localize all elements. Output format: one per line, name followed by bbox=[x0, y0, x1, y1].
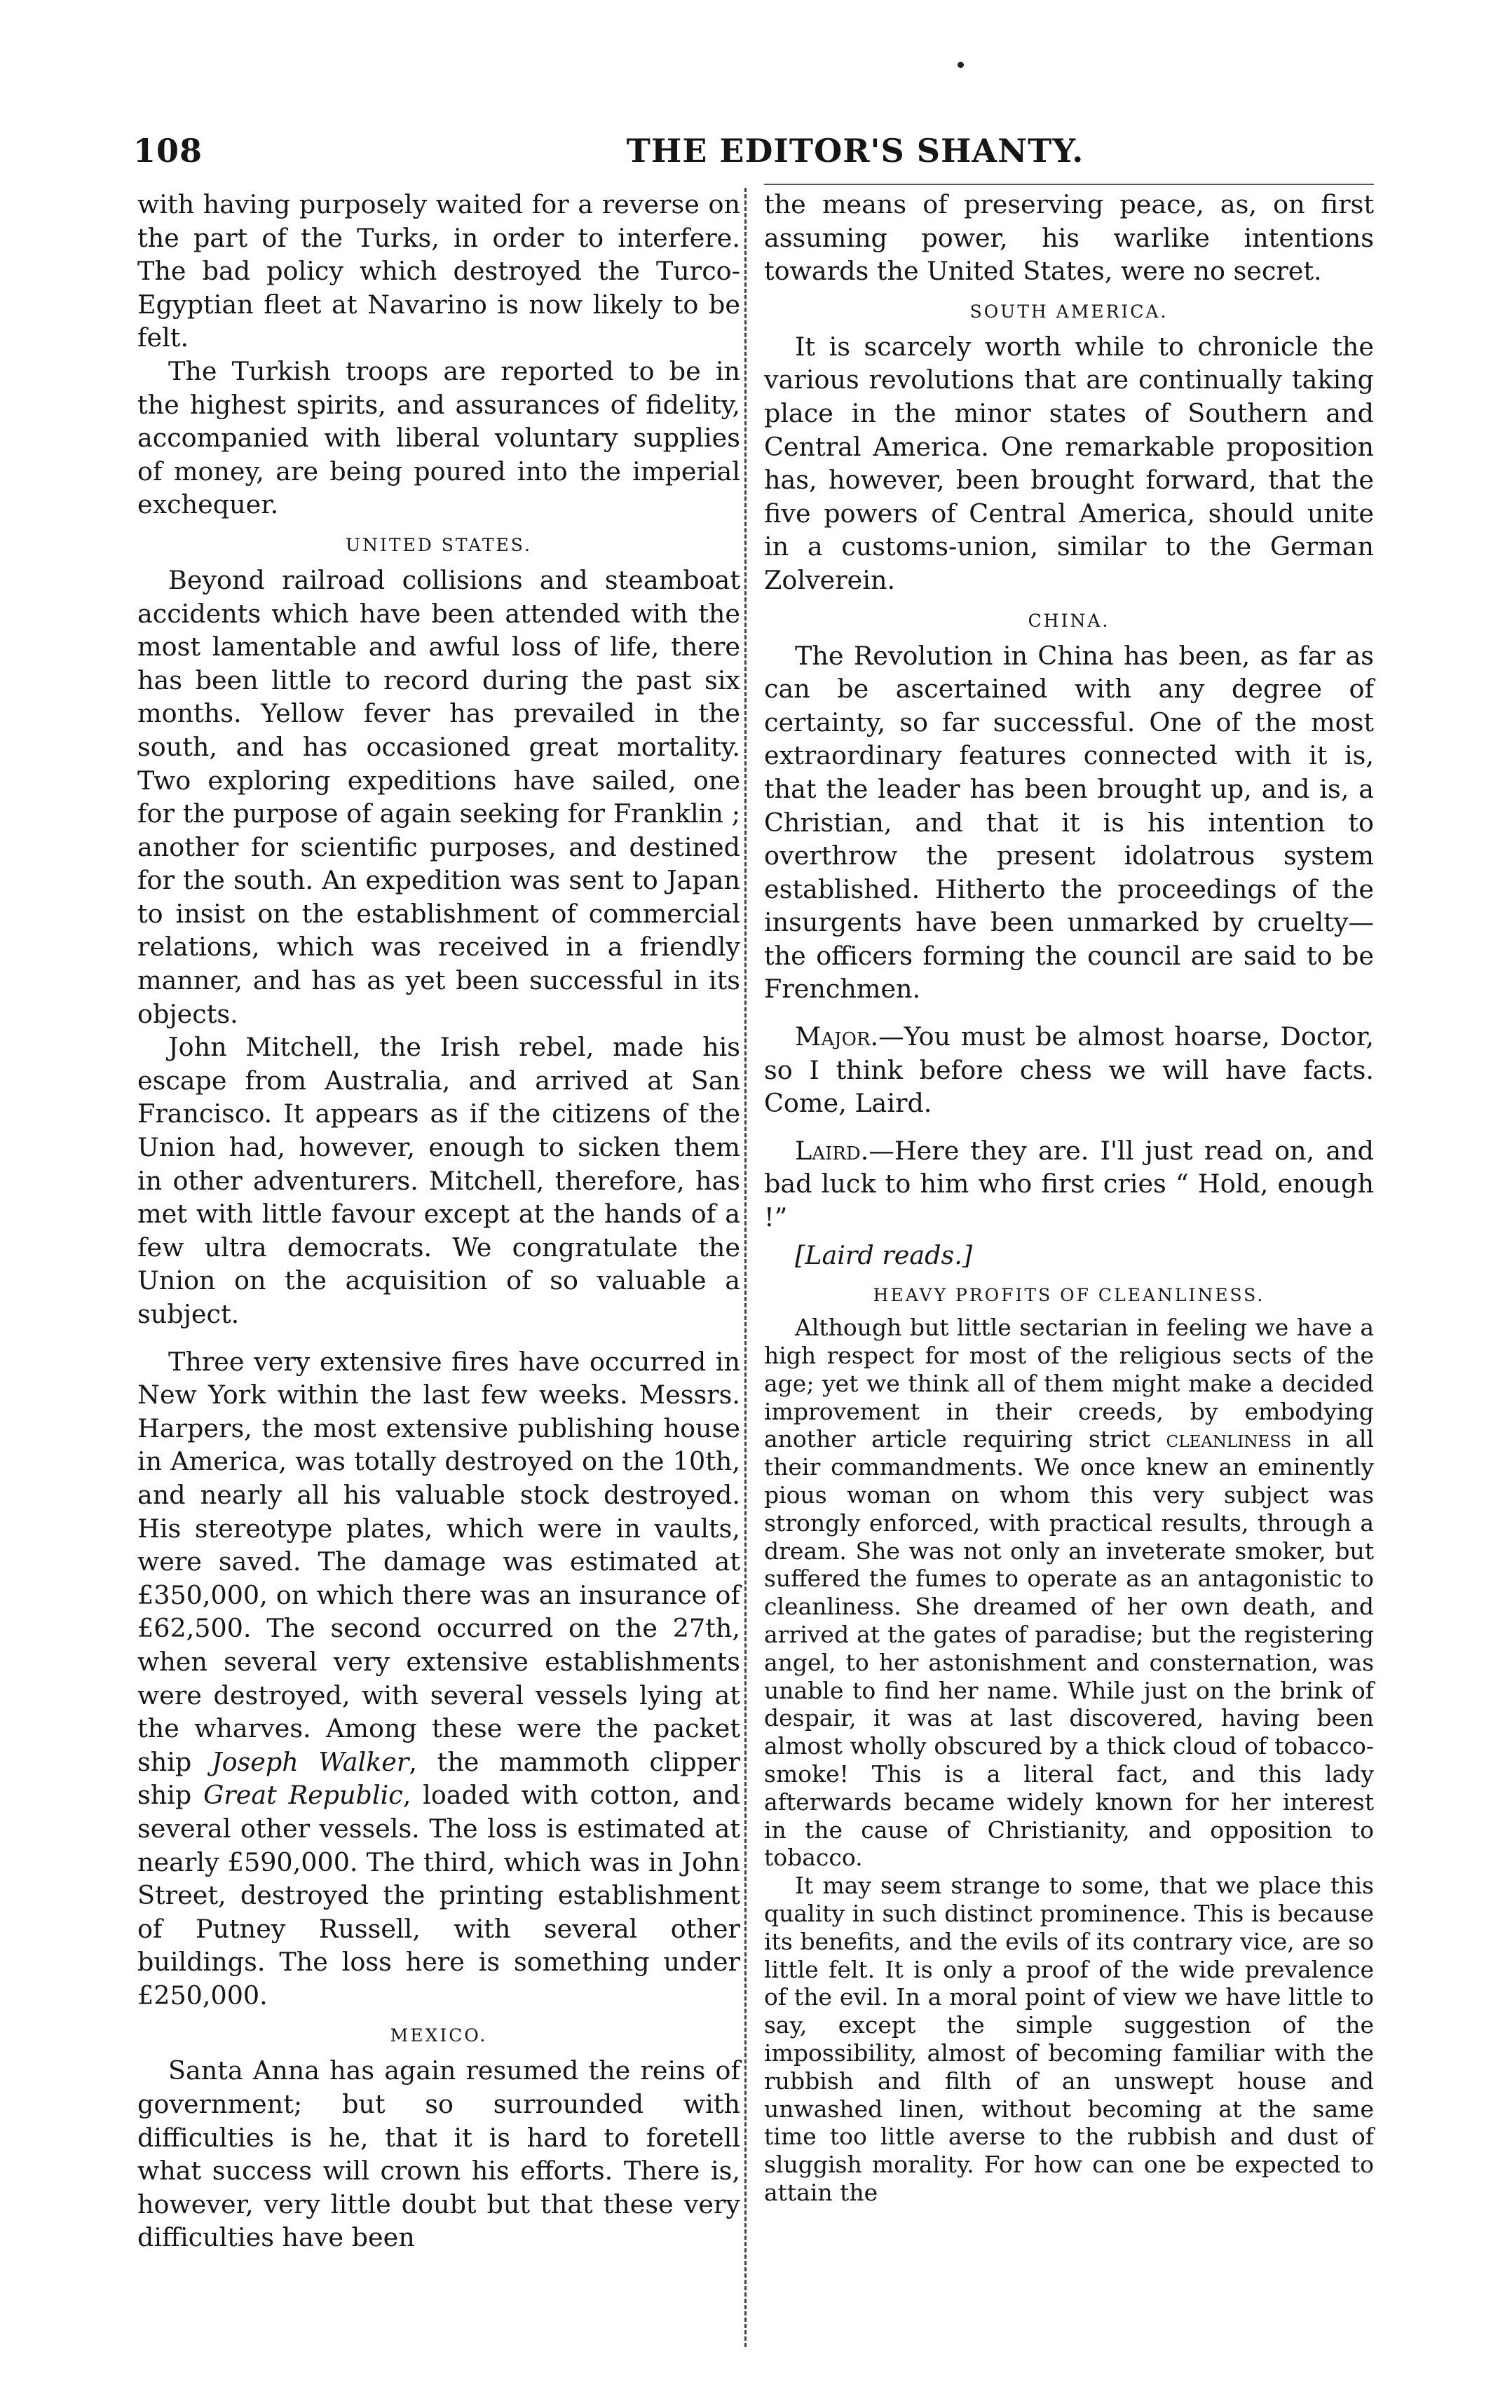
left-column bbox=[137, 188, 740, 2254]
paragraph-railroad-collisions: Beyond railroad collisions and steamboat accidents which have been attended with the most lamentable and awful loss of life, there has been little to record during the past six months. Yellow fever has prevailed in the south, and has occasioned great mortality. Two exploring expeditions have sailed, one for the purpose of again seeking for Franklin ; another for scientific purposes, and destined for the south. An expedition was sent to Japan to insist on the establishment of commercial relations, which was received in a friendly manner, and has as yet been successful in its objects. bbox=[137, 564, 740, 1029]
section-heading-mexico: MEXICO. bbox=[390, 2025, 488, 2046]
section-heading-china: CHINA. bbox=[1028, 610, 1110, 631]
page-header bbox=[133, 132, 1381, 174]
right-column bbox=[764, 188, 1374, 2207]
cleanliness-article bbox=[764, 1314, 1374, 2207]
paragraph-john-mitchell: John Mitchell, the Irish rebel, made his escape from Australia, and arrived at San Francisco. It appears as if the citizens of the Union had, however, enough to sicken them in other adventurers. Mitchell, therefore, has met with little favour except at the hands of a few ultra democrats. We congratulate the Union on the acquisition of so valuable a subject. bbox=[137, 1032, 740, 1329]
sectarian-text-b: in all their commandments. We once knew an eminently pious woman on whom this very subject was strongly enforced, with practical results, through a dream. She was not only an inveterate smoker, but suffered the fumes to operate as an antagonistic to cleanliness. She dreamed of her own death, and arrived at the gates of paradise; but the registering angel, to her astonishment and consternation, was unable to find her name. While just on the brink of despair, it was at last discovered, having been almost wholly obscured by a thick cloud of tobacco-smoke! This is a literal fact, and this lady afterwards became widely known for her interest in the cause of Christianity, and opposition to tobacco. bbox=[764, 1425, 1374, 1872]
paragraph-turks-continued: with having purposely waited for a reverse on the part of the Turks, in order to interfere. The bad policy which destroyed the Turco-Egyptian fleet at Navarino is now likely to be felt. bbox=[137, 189, 740, 353]
fires-text-a: Three very extensive fires have occurred in New York within the last few weeks. Messrs. Harpers, the most extensive publishing house in America, was totally destroyed on the 10th, and nearly all his valuable stock destroyed. His stereotype plates, which were in vaults, were saved. The damage was estimated at £350,000, on which there was an insurance of £62,500. The second occurred on the 27th, when several very extensive establishments were destroyed, with several vessels lying at the wharves. Among these were the packet ship bbox=[137, 1346, 740, 1777]
section-heading-heavy-profits: HEAVY PROFITS OF CLEANLINESS. bbox=[873, 1285, 1265, 1306]
fires-text-c: , loaded with cotton, and several other vessels. The loss is estimated at nearly £590,000. The third, which was in John Street, destroyed the printing establishment of Putney Russell, with several other buildings. The loss here is something under £250,000. bbox=[137, 1780, 740, 2011]
paragraph-turkish-troops: The Turkish troops are reported to be in the highest spirits, and assurances of fidelity, accompanied with liberal voluntary supplies of money, are being poured into the imperial exchequer. bbox=[137, 355, 740, 520]
paragraph-new-york-fires bbox=[137, 1345, 740, 2013]
laird-line: —Here they are. I'll just read on, and bad luck to him who first cries “ Hold, enough !” bbox=[764, 1135, 1374, 1233]
paragraph-revolution-in-china: The Revolution in China has been, as far as can be ascertained with any degree of certainty, so far successful. One of the most extraordinary features connected with it is, that the leader has been brought up, and is, a Christian, and that it is his intention to overthrow the present idolatrous system established. Hitherto the proceedings of the insurgents have been unmarked by cruelty—the officers forming the council are said to be Frenchmen. bbox=[764, 640, 1374, 1005]
paragraph-strange-to-some: It may seem strange to some, that we place this quality in such distinct prominence. This is because its benefits, and the evils of its contrary vice, are so little felt. It is only a proof of the wide prevalence of the evil. In a moral point of view we have little to say, except the simple suggestion of the impossibility, almost of becoming familiar with the rubbish and filth of an unswept house and unwashed linen, without becoming at the same time too little averse to the rubbish and dust of sluggish morality. For how can one be expected to attain the bbox=[764, 1872, 1374, 2206]
section-heading-south-america: SOUTH AMERICA. bbox=[969, 301, 1169, 322]
sectarian-text-a: Although but little sectarian in feeling we have a high respect for most of the religious sects of the age; yet we think all of them might make a decided improvement in their creeds, by embodying another article requiring strict bbox=[764, 1314, 1374, 1453]
column-divider bbox=[744, 188, 747, 2347]
speaker-laird: Laird. bbox=[795, 1135, 869, 1166]
ship-name-great-republic: Great Republic bbox=[203, 1780, 403, 1811]
running-head: THE EDITOR'S SHANTY. bbox=[626, 132, 1084, 170]
ink-speck bbox=[958, 62, 964, 68]
paragraph-revolutions: It is scarcely worth while to chronicle the various revolutions that are continually taking place in the minor states of Southern and Central America. One remarkable proposition has, however, been brought forward, that the five powers of Central America, should unite in a customs-union, similar to the German Zolverein. bbox=[764, 331, 1374, 595]
fires-text-b: , the mammoth clipper ship bbox=[137, 1746, 741, 1811]
top-rule bbox=[764, 184, 1374, 185]
paragraph-sectarian bbox=[764, 1314, 1374, 1872]
ship-name-joseph-walker: Joseph Walker bbox=[211, 1746, 409, 1777]
stage-direction bbox=[764, 1239, 1374, 1272]
dialogue-laird bbox=[764, 1134, 1374, 1234]
paragraph-means-of-peace: the means of preserving peace, as, on first assuming power, his warlike intentions towards the United States, were no secret. bbox=[764, 189, 1374, 287]
speaker-major: Major. bbox=[795, 1021, 879, 1052]
paragraph-santa-anna: Santa Anna has again resumed the reins of government; but so surrounded with difficulties is he, that it is hard to foretell what success will crown his efforts. There is, however, very little doubt but that these very difficulties have been bbox=[137, 2055, 740, 2253]
page-number: 108 bbox=[133, 132, 203, 170]
section-heading-united-states: UNITED STATES. bbox=[346, 534, 532, 555]
major-line: —You must be almost hoarse, Doctor, so I think before chess we will have facts. Come, Laird. bbox=[764, 1021, 1374, 1119]
stage-direction-text: [Laird reads.] bbox=[795, 1239, 973, 1270]
dialogue-major bbox=[764, 1020, 1374, 1120]
cleanliness-caps: cleanliness bbox=[1166, 1425, 1292, 1453]
